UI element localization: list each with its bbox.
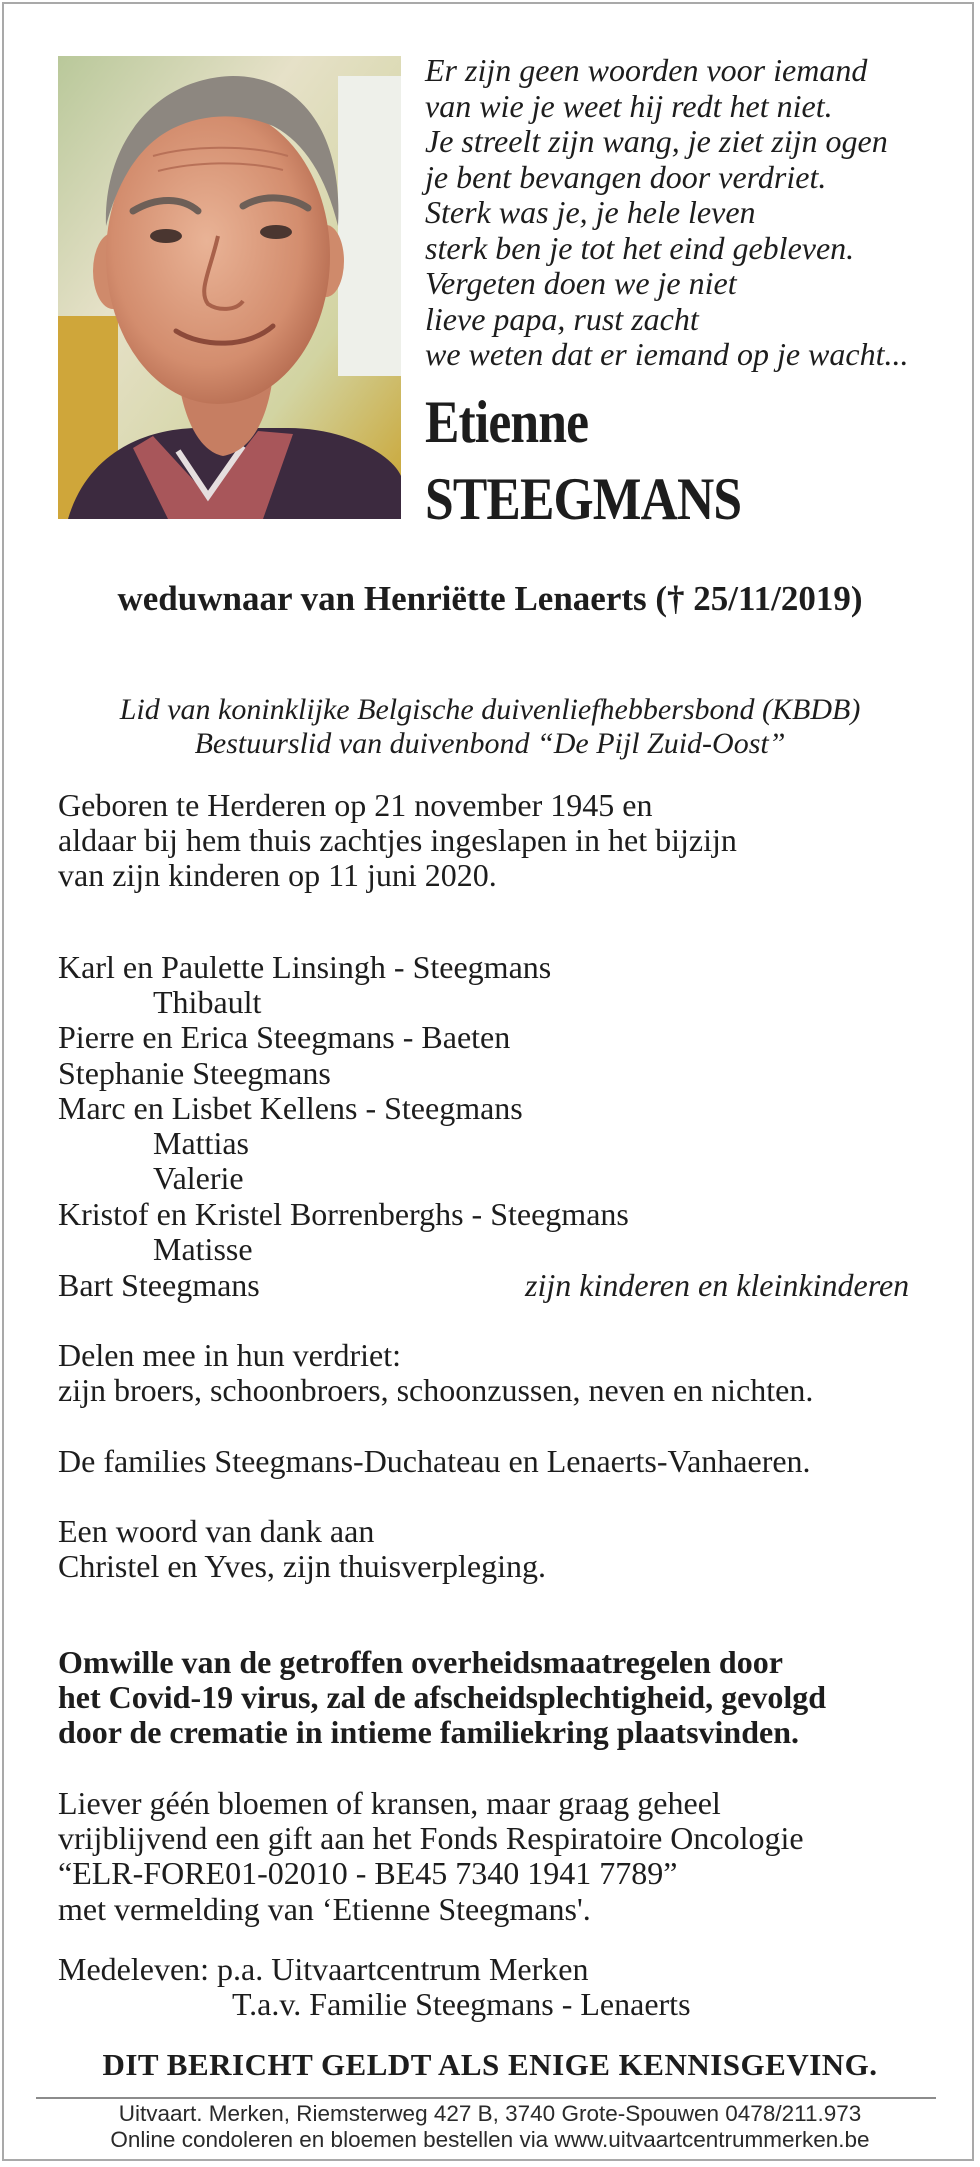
covid-line: het Covid-19 virus, zal de afscheidsplechtigheid, gevolgd [58, 1679, 827, 1715]
family-member: Stephanie Steegmans [58, 1055, 331, 1091]
widower-line: weduwnaar van Henriëtte Lenaerts († 25/11/2019) [117, 579, 863, 618]
membership-line: Lid van koninklijke Belgische duivenliefhebbersbond (KBDB) [119, 693, 861, 726]
covid-line: door de crematie in intieme familiekring plaatsvinden. [58, 1714, 799, 1750]
poem-line: sterk ben je tot het eind gebleven. [425, 229, 855, 266]
family-member: Karl en Paulette Linsingh - Steegmans [58, 949, 552, 985]
deceased-last-name: STEEGMANS [425, 466, 742, 532]
grandchild: Mattias [153, 1125, 249, 1161]
funeral-home-footer [0, 2101, 980, 2153]
poem-line: lieve papa, rust zacht [425, 300, 699, 337]
poem-line: we weten dat er iemand op je wacht... [425, 336, 909, 372]
family-member: Pierre en Erica Steegmans - Baeten [58, 1019, 511, 1055]
family-member: Bart Steegmans [58, 1267, 260, 1303]
poem-line: Sterk was je, je hele leven [425, 194, 756, 230]
footer-divider [36, 2097, 936, 2099]
covid-line: Omwille van de getroffen overheidsmaatregelen door [58, 1644, 783, 1680]
donation-line: met vermelding van ‘Etienne Steegmans'. [58, 1890, 591, 1927]
family-label: zijn kinderen en kleinkinderen [525, 1267, 910, 1303]
grandchild: Matisse [153, 1231, 253, 1267]
poem [425, 53, 908, 373]
sharing-line: zijn broers, schoonbroers, schoonzussen, neven en nichten. [58, 1372, 814, 1409]
donation-line: “ELR-FORE01-02010 - BE45 7340 1941 7789” [58, 1855, 678, 1892]
donation-line: Liever géén bloemen of kransen, maar graag geheel [58, 1785, 721, 1821]
poem-line: Vergeten doen we je niet [425, 265, 737, 301]
thanks-line: Een woord van dank aan [58, 1513, 375, 1549]
sharing-line: Delen mee in hun verdriet: [58, 1337, 401, 1373]
memberships [0, 693, 980, 761]
donation-line: vrijblijvend een gift aan het Fonds Respiratoire Oncologie [58, 1820, 804, 1857]
birth-line: aldaar bij hem thuis zachtjes ingeslapen in het bijzijn [58, 822, 737, 859]
grandchild: Valerie [153, 1160, 244, 1196]
membership-line: Bestuurslid van duivenbond “De Pijl Zuid-Oost” [194, 727, 786, 760]
sharing-paragraph [58, 1338, 813, 1408]
families-line: De families Steegmans-Duchateau en Lenaerts-Vanhaeren. [58, 1443, 811, 1479]
family-member: Marc en Lisbet Kellens - Steegmans [58, 1090, 523, 1126]
grandchild: Thibault [153, 984, 262, 1020]
condolence-address: Medeleven: p.a. Uitvaartcentrum Merken [58, 1951, 589, 1987]
closing-statement: DIT BERICHT GELDT ALS ENIGE KENNISGEVING. [102, 2047, 878, 2082]
poem-line: van wie je weet hij redt het niet. [425, 87, 833, 124]
birth-paragraph [58, 788, 737, 894]
birth-line: van zijn kinderen op 11 juni 2020. [58, 857, 497, 894]
deceased-first-name: Etienne [425, 389, 589, 455]
donation-paragraph [58, 1786, 804, 1927]
portrait-photo [58, 56, 401, 519]
footer-website: Online condoleren en bloemen bestellen via www.uitvaartcentrummerken.be [110, 2127, 870, 2152]
poem-line: Er zijn geen woorden voor iemand [425, 52, 868, 88]
poem-line: Je streelt zijn wang, je ziet zijn ogen [425, 123, 888, 159]
poem-line: je bent bevangen door verdriet. [425, 158, 827, 195]
birth-line: Geboren te Herderen op 21 november 1945 en [58, 787, 653, 823]
condolence-attention: T.a.v. Familie Steegmans - Lenaerts [232, 1986, 691, 2022]
footer-address: Uitvaart. Merken, Riemsterweg 427 B, 3740 Grote-Spouwen 0478/211.973 [118, 2101, 862, 2126]
thanks-paragraph [58, 1514, 546, 1584]
thanks-line: Christel en Yves, zijn thuisverpleging. [58, 1548, 546, 1585]
covid-notice [58, 1645, 826, 1750]
family-member: Kristof en Kristel Borrenberghs - Steegmans [58, 1196, 629, 1232]
